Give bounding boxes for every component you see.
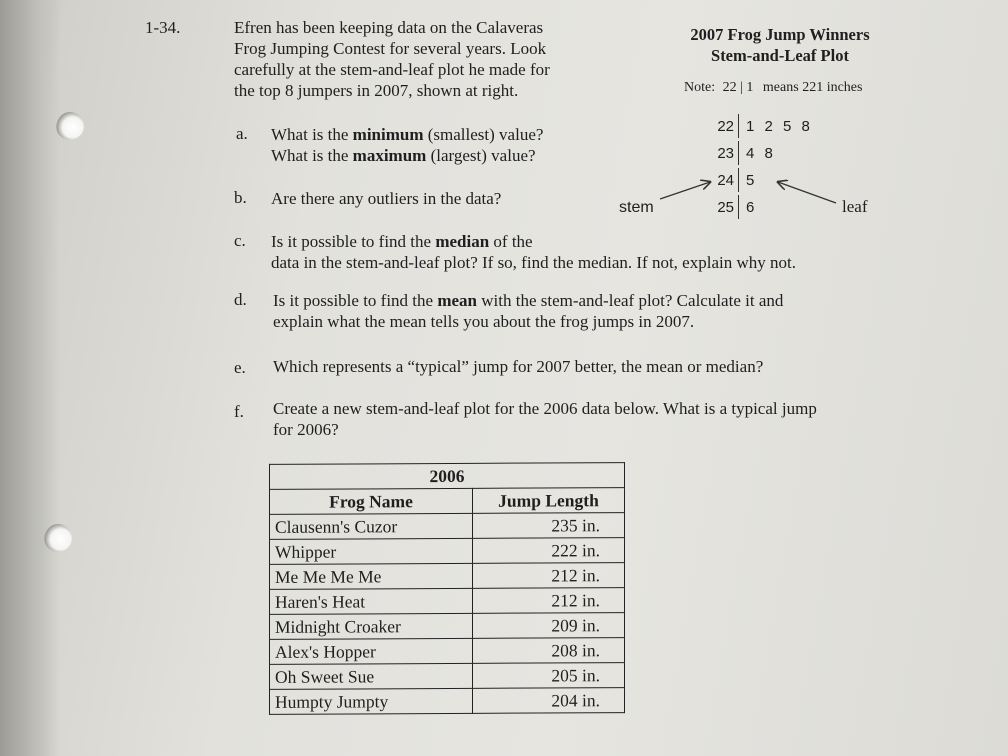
question-d bbox=[273, 290, 783, 332]
table-row bbox=[270, 613, 625, 640]
bold-term: mean bbox=[437, 291, 477, 310]
stem-label: stem bbox=[619, 199, 654, 216]
question-f-line1: Create a new stem-and-leaf plot for the 2006 data below. What is a typical jump bbox=[273, 399, 817, 418]
question-e: Which represents a “typical” jump for 2007 better, the mean or median? bbox=[273, 357, 764, 376]
col-header-frog-name: Frog Name bbox=[270, 488, 473, 514]
bold-term: median bbox=[435, 232, 490, 251]
plot-leaves: 6 bbox=[746, 199, 755, 216]
bold-term: minimum bbox=[352, 125, 424, 144]
question-f bbox=[273, 398, 817, 440]
leaf-label: leaf bbox=[842, 197, 868, 216]
question-b: Are there any outliers in the data? bbox=[271, 189, 502, 208]
text: with the stem-and-leaf plot? Calculate it and bbox=[477, 291, 784, 310]
question-c-line1 bbox=[271, 231, 796, 252]
plot-stem: 24 bbox=[717, 172, 734, 189]
question-a-line1 bbox=[271, 124, 543, 145]
table-row bbox=[270, 638, 625, 665]
question-a-line2 bbox=[271, 145, 543, 166]
text: (smallest) value? bbox=[423, 125, 544, 144]
intro-line: Frog Jumping Contest for several years. Look bbox=[234, 39, 547, 58]
table-row bbox=[270, 563, 625, 590]
text: Is it possible to find the bbox=[273, 291, 438, 310]
text: Is it possible to find the bbox=[271, 232, 436, 251]
table-row bbox=[270, 688, 625, 715]
col-header-jump-length: Jump Length bbox=[473, 488, 625, 514]
frog-name-cell: Humpty Jumpty bbox=[270, 688, 473, 714]
jump-length-cell: 208 in. bbox=[473, 638, 625, 664]
jump-length-cell: 212 in. bbox=[473, 563, 625, 589]
plot-stem: 22 bbox=[717, 118, 734, 135]
jump-length-cell: 212 in. bbox=[473, 588, 625, 614]
frog-name-cell: Haren's Heat bbox=[270, 588, 473, 614]
text: What is the bbox=[271, 146, 353, 165]
text: of the bbox=[489, 232, 533, 251]
frog-name-cell: Whipper bbox=[270, 538, 473, 564]
note-suffix: means 221 inches bbox=[762, 80, 863, 95]
jump-length-cell: 235 in. bbox=[473, 513, 625, 539]
question-f-letter: f. bbox=[234, 402, 244, 421]
jump-length-cell: 209 in. bbox=[473, 613, 625, 639]
intro-line: the top 8 jumpers in 2007, shown at right. bbox=[234, 81, 519, 100]
question-c bbox=[271, 231, 796, 273]
note-example: 22 | 1 bbox=[722, 80, 754, 95]
question-d-line1 bbox=[273, 290, 783, 311]
stem-arrow bbox=[660, 182, 710, 199]
leaf-arrow bbox=[778, 182, 836, 203]
question-c-line2: data in the stem-and-leaf plot? If so, find the median. If not, explain why not. bbox=[271, 253, 796, 272]
question-b-letter: b. bbox=[234, 188, 247, 207]
question-f-line2: for 2006? bbox=[273, 420, 339, 439]
plot-stem: 25 bbox=[717, 199, 734, 216]
plot-leaves: 1 2 5 8 bbox=[746, 118, 810, 135]
plot-title-line2: Stem-and-Leaf Plot bbox=[711, 46, 849, 65]
question-d-letter: d. bbox=[234, 290, 247, 309]
table-year-row bbox=[270, 463, 625, 490]
plot-title-line1: 2007 Frog Jump Winners bbox=[690, 25, 870, 44]
table-row bbox=[270, 588, 625, 615]
intro-line: carefully at the stem-and-leaf plot he made for bbox=[234, 60, 550, 79]
table-year: 2006 bbox=[270, 463, 625, 490]
intro-line: Efren has been keeping data on the Calaveras bbox=[234, 18, 544, 37]
frog-jump-table-2006 bbox=[269, 462, 625, 715]
question-a bbox=[271, 124, 543, 166]
table-row bbox=[270, 663, 625, 690]
note-prefix: Note: bbox=[684, 80, 716, 95]
jump-length-cell: 204 in. bbox=[473, 688, 625, 714]
question-c-letter: c. bbox=[234, 231, 246, 250]
frog-name-cell: Me Me Me Me bbox=[270, 563, 473, 589]
frog-name-cell: Oh Sweet Sue bbox=[270, 663, 473, 689]
question-e-letter: e. bbox=[234, 358, 246, 377]
frog-name-cell: Midnight Croaker bbox=[270, 613, 473, 639]
plot-leaves: 5 bbox=[746, 172, 755, 189]
bold-term: maximum bbox=[352, 146, 427, 165]
plot-leaves: 4 8 bbox=[746, 145, 773, 162]
plot-stem: 23 bbox=[717, 145, 734, 162]
table-row bbox=[270, 513, 625, 540]
frog-name-cell: Clausenn's Cuzor bbox=[270, 513, 473, 539]
text: (largest) value? bbox=[426, 146, 536, 165]
jump-length-cell: 222 in. bbox=[473, 538, 625, 564]
table-row bbox=[270, 538, 625, 565]
question-d-line2: explain what the mean tells you about the frog jumps in 2007. bbox=[273, 312, 695, 331]
question-a-letter: a. bbox=[236, 124, 248, 143]
jump-length-cell: 205 in. bbox=[473, 663, 625, 689]
frog-name-cell: Alex's Hopper bbox=[270, 638, 473, 664]
table-header-row bbox=[270, 488, 625, 515]
text: What is the bbox=[271, 125, 353, 144]
problem-number: 1-34. bbox=[145, 18, 181, 37]
